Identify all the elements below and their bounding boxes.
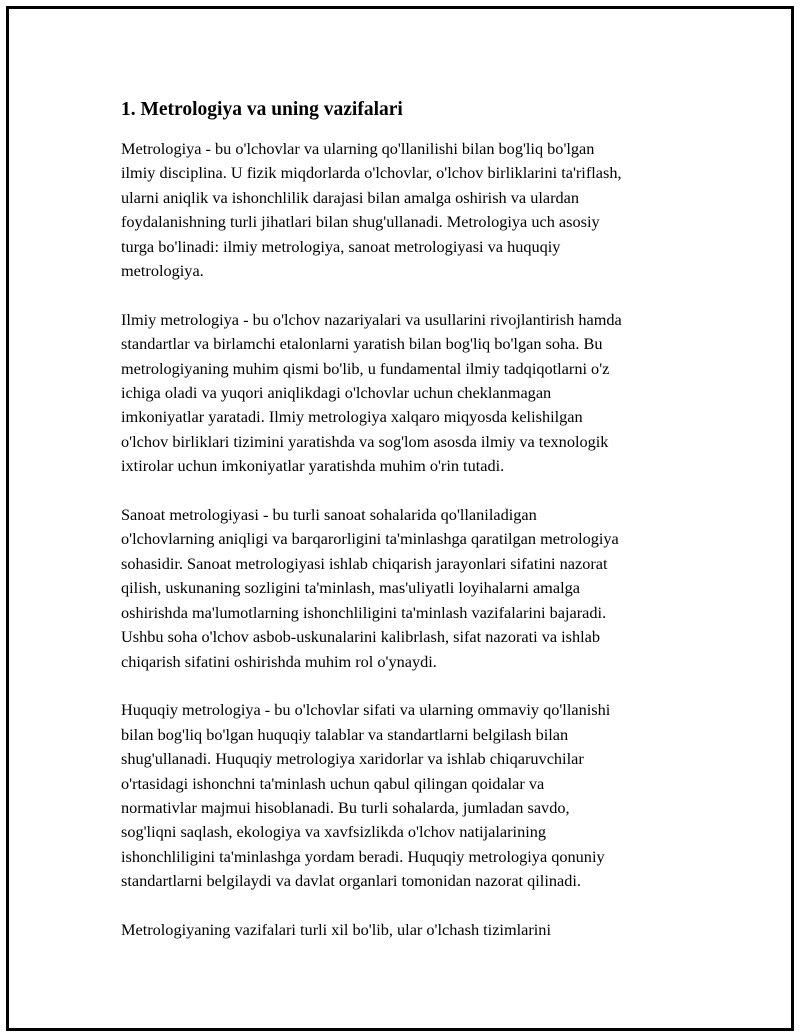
text-line: ishonchliligini ta'minlashga yordam beradi. Huquqiy metrologiya qonuniy	[121, 846, 605, 866]
text-line: Ilmiy metrologiya - bu o'lchov nazariyalari va usullarini rivojlantirish hamda	[121, 309, 622, 329]
text-line: ilmiy disciplina. U fizik miqdorlarda o'lchovlar, o'lchov birliklarini ta'riflash,	[121, 163, 622, 183]
text-line: standartlar va birlamchi etalonlarni yaratish bilan bog'liq bo'lgan soha. Bu	[121, 334, 603, 354]
paragraph-list	[121, 137, 706, 942]
text-line: sohasidir. Sanoat metrologiyasi ishlab chiqarish jarayonlari sifatini nazorat	[121, 553, 608, 573]
text-line: Metrologiyaning vazifalari turli xil bo'lib, ular o'lchash tizimlarini	[121, 919, 551, 939]
text-line: ichiga oladi va yuqori aniqlikdagi o'lchovlar uchun cheklanmagan	[121, 383, 552, 403]
paragraph	[121, 918, 706, 942]
document-body	[121, 97, 706, 967]
text-line: shug'ullanadi. Huquqiy metrologiya xaridorlar va ishlab chiqaruvchilar	[121, 749, 584, 769]
page-frame	[6, 6, 794, 1031]
text-line: metrologiya.	[121, 261, 204, 281]
text-line: imkoniyatlar yaratadi. Ilmiy metrologiya xalqaro miqyosda kelishilgan	[121, 407, 583, 427]
paragraph	[121, 137, 706, 283]
text-line: o'rtasidagi ishonchni ta'minlash uchun qabul qilingan qoidalar va	[121, 773, 545, 793]
text-line: ularni aniqlik va ishonchlilik darajasi bilan amalga oshirish va ulardan	[121, 187, 580, 207]
text-line: Metrologiya - bu o'lchovlar va ularning qo'llanilishi bilan bog'liq bo'lgan	[121, 139, 595, 158]
text-line: Ushbu soha o'lchov asbob-uskunalarini kalibrlash, sifat nazorati va ishlab	[121, 627, 601, 647]
paragraph	[121, 698, 706, 893]
text-line: turga bo'linadi: ilmiy metrologiya, sanoat metrologiyasi va huquqiy	[121, 236, 561, 256]
text-line: ixtirolar uchun imkoniyatlar yaratishda muhim o'rin tutadi.	[121, 456, 505, 476]
text-line: chiqarish sifatini oshirishda muhim rol o'ynaydi.	[121, 651, 437, 671]
text-line: o'lchov birliklari tizimini yaratishda va sog'lom asosda ilmiy va texnologik	[121, 431, 609, 451]
document-title: 1. Metrologiya va uning vazifalari	[121, 99, 403, 120]
text-line: normativlar majmui hisoblanadi. Bu turli sohalarda, jumladan savdo,	[121, 797, 570, 817]
text-line: bilan bog'liq bo'lgan huquqiy talablar va standartlarni belgilash bilan	[121, 724, 569, 744]
text-line: sog'liqni saqlash, ekologiya va xavfsizlikda o'lchov natijalarining	[121, 822, 547, 842]
text-line: Huquqiy metrologiya - bu o'lchovlar sifati va ularning ommaviy qo'llanishi	[121, 700, 611, 720]
text-line: standartlarni belgilaydi va davlat organlari tomonidan nazorat qilinadi.	[121, 871, 581, 891]
text-line: qilish, uskunaning sozligini ta'minlash, mas'uliyatli loyihalarni amalga	[121, 578, 580, 598]
text-line: Sanoat metrologiyasi - bu turli sanoat sohalarida qo'llaniladigan	[121, 505, 537, 525]
text-line: metrologiyaning muhim qismi bo'lib, u fundamental ilmiy tadqiqotlarni o'z	[121, 358, 610, 378]
paragraph	[121, 308, 706, 479]
paragraph	[121, 503, 706, 674]
text-line: o'lchovlarning aniqligi va barqarorligini ta'minlashga qaratilgan metrologiya	[121, 529, 619, 549]
text-line: foydalanishning turli jihatlari bilan shug'ullanadi. Metrologiya uch asosiy	[121, 212, 600, 232]
text-line: oshirishda ma'lumotlarning ishonchliligini ta'minlash vazifalarini bajaradi.	[121, 602, 607, 622]
